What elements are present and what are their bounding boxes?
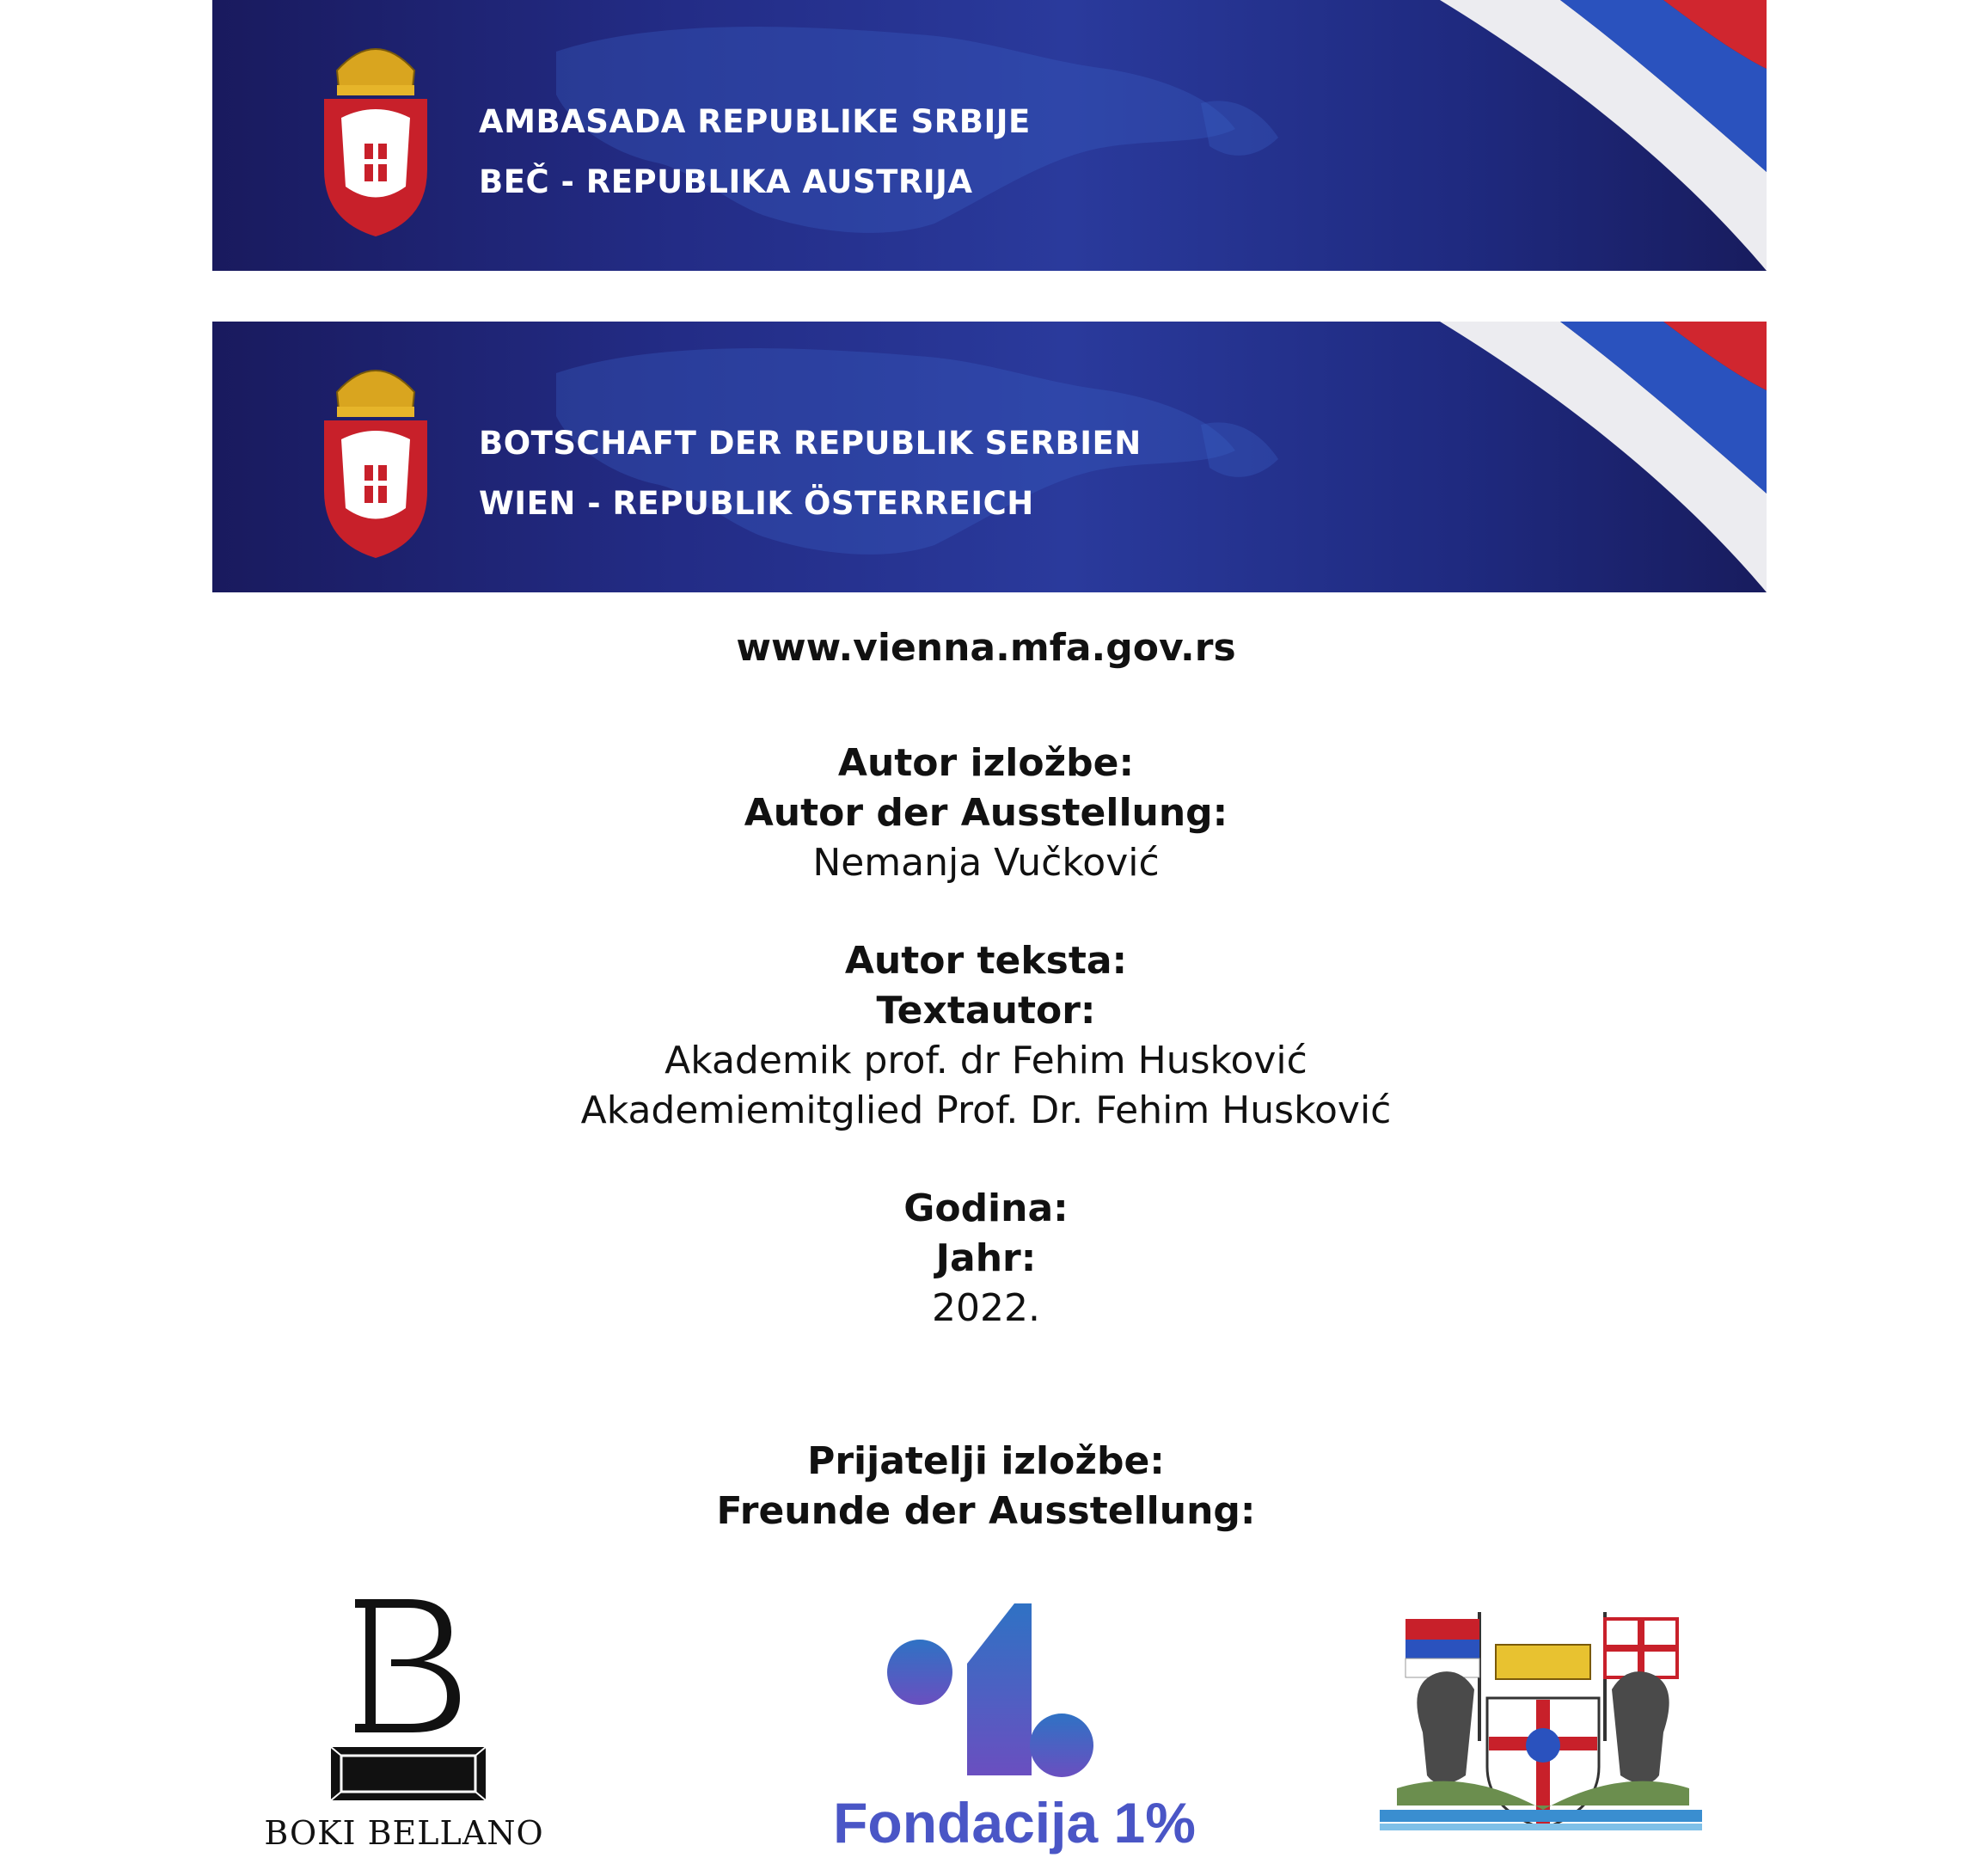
serbian-coat-of-arms-icon: [320, 23, 432, 238]
exhibition-author-label-sr: Autor izložbe:: [837, 741, 1135, 785]
exhibition-author-label-de: Autor der Ausstellung:: [744, 791, 1228, 835]
year-label-de: Jahr:: [935, 1236, 1037, 1280]
boki-bellano-logo-icon: [322, 1599, 494, 1805]
text-author-name-sr: Akademik prof. dr Fehim Husković: [664, 1039, 1308, 1082]
friends-label-de: Freunde der Ausstellung:: [716, 1489, 1256, 1533]
serbian-flag-ribbon: [1440, 0, 1767, 271]
year-value: 2022.: [932, 1286, 1040, 1330]
text-author-label-de: Textautor:: [876, 989, 1096, 1033]
banner-line-1: AMBASADA REPUBLIKE SRBIJE: [479, 103, 1031, 140]
website-link[interactable]: www.vienna.mfa.gov.rs: [736, 626, 1236, 670]
friends-label-sr: Prijatelji izložbe:: [807, 1439, 1165, 1483]
exhibition-author-name: Nemanja Vučković: [812, 841, 1160, 885]
serbian-flag-ribbon: [1440, 322, 1767, 592]
fondacija-logo-text: Fondacija 1%: [833, 1791, 1196, 1855]
embassy-banner-german: [212, 322, 1767, 592]
text-author-name-de: Akademiemitglied Prof. Dr. Fehim Husković: [580, 1088, 1392, 1132]
fondacija-logo-icon: [885, 1603, 1100, 1784]
serbian-coat-of-arms-icon: [320, 345, 432, 560]
banner-line-1: BOTSCHAFT DER REPUBLIK SERBIEN: [479, 425, 1142, 462]
banner-line-2: BEČ - REPUBLIKA AUSTRIJA: [479, 163, 973, 200]
year-label-sr: Godina:: [903, 1186, 1069, 1230]
text-author-label-sr: Autor teksta:: [844, 939, 1128, 983]
boki-bellano-logo-text: BOKI BELLANO: [264, 1814, 544, 1852]
banner-line-2: WIEN - REPUBLIK ÖSTERREICH: [479, 485, 1034, 522]
municipal-coat-of-arms-icon: [1380, 1603, 1702, 1853]
embassy-banner-serbian: [212, 0, 1767, 271]
